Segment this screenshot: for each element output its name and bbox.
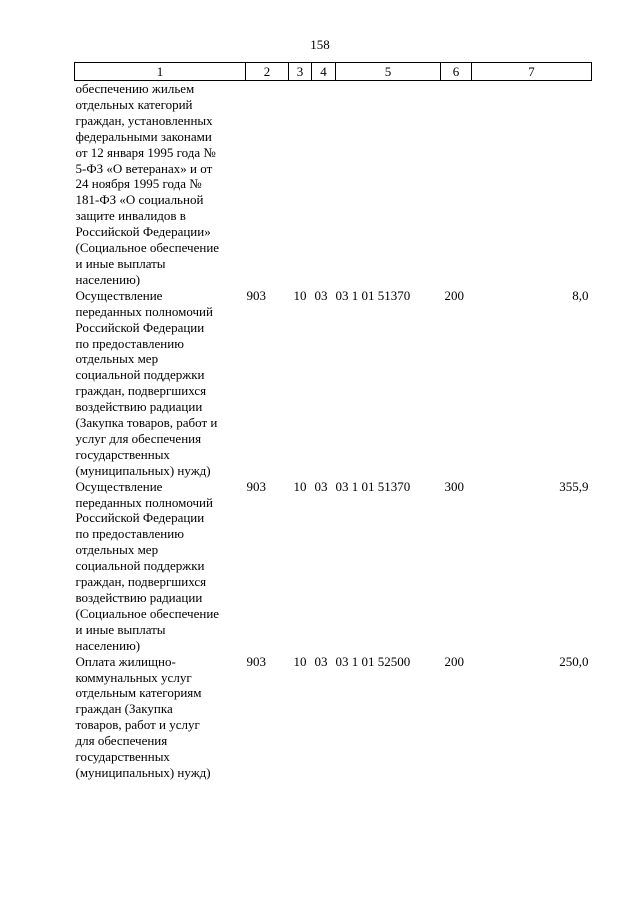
- budget-table: [74, 62, 592, 781]
- amount: [472, 81, 592, 288]
- section-code: 10: [293, 478, 307, 494]
- subsection-code: 03: [314, 287, 328, 303]
- admin-code: 903: [246, 287, 266, 303]
- row-description: Осуществление переданных полномочий Российской Федерации по предоставлению отдельных мер социальной поддержки граждан, подвергшихся воздействию радиации (Социальное обеспечение и иные выплаты населению): [75, 478, 220, 653]
- column-header-4: 4: [312, 63, 336, 81]
- amount: 355,9: [559, 478, 589, 494]
- target-article-code: 03 1 01 51370: [335, 478, 411, 494]
- section-code: [289, 81, 312, 288]
- table-header-row: [75, 63, 592, 81]
- column-header-5: 5: [336, 63, 441, 81]
- column-header-1: 1: [75, 63, 246, 81]
- expense-type-code: 300: [444, 478, 464, 494]
- section-code: 10: [293, 653, 307, 669]
- column-header-6: 6: [441, 63, 472, 81]
- target-article-code: 03 1 01 51370: [335, 287, 411, 303]
- row-description: Осуществление переданных полномочий Российской Федерации по предоставлению отдельных мер социальной поддержки граждан, подвергшихся воздействию радиации (Закупка товаров, работ и услуг для обеспечения государственных (муниципальных) нужд): [75, 287, 218, 478]
- expense-type-code: 200: [444, 653, 464, 669]
- column-header-7: 7: [472, 63, 592, 81]
- column-header-2: 2: [246, 63, 289, 81]
- amount: 8,0: [572, 287, 589, 303]
- target-article-code: 03 1 01 52500: [335, 653, 411, 669]
- target-article-code: [336, 81, 441, 288]
- expense-type-code: 200: [444, 287, 464, 303]
- page-number: 158: [310, 37, 330, 52]
- table-row: [75, 288, 592, 479]
- admin-code: [246, 81, 289, 288]
- expense-type-code: [441, 81, 472, 288]
- table-row: [75, 81, 592, 288]
- amount: 250,0: [559, 653, 589, 669]
- subsection-code: 03: [314, 653, 328, 669]
- row-description: обеспечению жильем отдельных категорий граждан, установленных федеральными законами от 12 января 1995 года № 5-ФЗ «О ветеранах» и от 24 ноября 1995 года № 181-ФЗ «О социальной защите инвалидов в Российской Федерации» (Социальное обеспечение и иные выплаты населению): [75, 81, 220, 287]
- table-row: [75, 479, 592, 654]
- subsection-code: [312, 81, 336, 288]
- admin-code: 903: [246, 653, 266, 669]
- admin-code: 903: [246, 478, 266, 494]
- table-row: [75, 654, 592, 781]
- subsection-code: 03: [314, 478, 328, 494]
- section-code: 10: [293, 287, 307, 303]
- column-header-3: 3: [289, 63, 312, 81]
- row-description: Оплата жилищно- коммунальных услуг отдельным категориям граждан (Закупка товаров, работ и услуг для обеспечения государственных (муниципальных) нужд): [75, 653, 211, 780]
